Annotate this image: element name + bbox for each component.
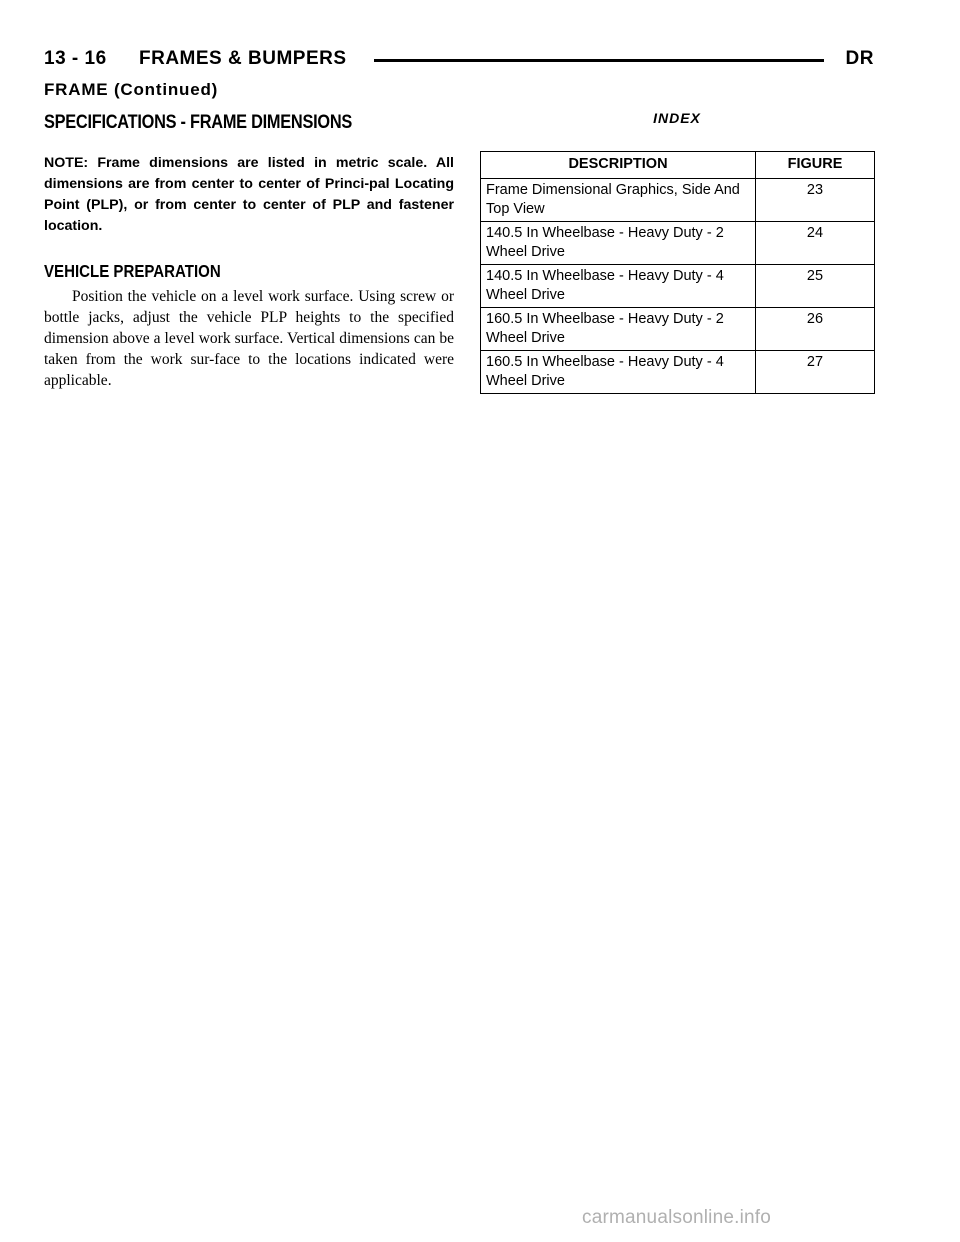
row-description: Frame Dimensional Graphics, Side And Top View [481, 179, 756, 222]
row-figure: 26 [756, 308, 875, 351]
table-row [481, 222, 875, 265]
row-description: 140.5 In Wheelbase - Heavy Duty - 4 Wheel Drive [481, 265, 756, 308]
index-title: INDEX [653, 110, 701, 126]
table-row [481, 351, 875, 394]
table-row [481, 308, 875, 351]
left-column [44, 112, 454, 391]
row-figure: 23 [756, 179, 875, 222]
page-number: 13 - 16 [44, 48, 107, 69]
table-row [481, 179, 875, 222]
row-description: 160.5 In Wheelbase - Heavy Duty - 2 Wheel Drive [481, 308, 756, 351]
continued-title: FRAME (Continued) [44, 80, 219, 99]
page-header [44, 46, 874, 76]
column-header-figure: FIGURE [756, 152, 875, 179]
table-row [481, 265, 875, 308]
model-code: DR [845, 48, 874, 69]
vehicle-preparation-body [44, 286, 454, 391]
vehicle-preparation-heading: VEHICLE PREPARATION [44, 261, 221, 281]
row-figure: 24 [756, 222, 875, 265]
row-figure: 25 [756, 265, 875, 308]
section-title: FRAMES & BUMPERS [139, 48, 347, 69]
index-table [480, 151, 875, 394]
row-description: 140.5 In Wheelbase - Heavy Duty - 2 Wheel Drive [481, 222, 756, 265]
note-text: NOTE: Frame dimensions are listed in metric scale. All dimensions are from center to center of Princi-pal Locating Point (PLP), or from center to center of PLP and fastener location. [44, 155, 454, 234]
table-header-row [481, 152, 875, 179]
specifications-heading: SPECIFICATIONS - FRAME DIMENSIONS [44, 112, 353, 133]
header-rule [374, 59, 824, 62]
column-header-description: DESCRIPTION [481, 152, 756, 179]
body-paragraph: Position the vehicle on a level work surface. Using screw or bottle jacks, adjust the vehicle PLP heights to the specified dimension above a level work surface. Vertical dimensions can be taken from the work sur-face to the locations indicated were applicable. [44, 288, 454, 389]
row-figure: 27 [756, 351, 875, 394]
watermark: carmanualsonline.info [582, 1207, 772, 1228]
row-description: 160.5 In Wheelbase - Heavy Duty - 4 Wheel Drive [481, 351, 756, 394]
